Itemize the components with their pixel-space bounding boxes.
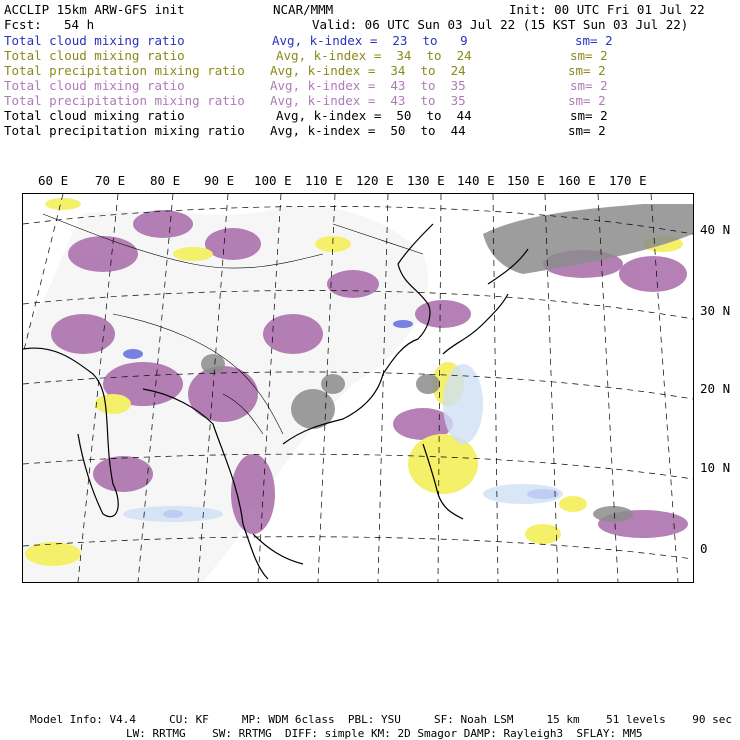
latitude-label: 20 N <box>700 381 731 396</box>
valid-time: Valid: 06 UTC Sun 03 Jul 22 (15 KST Sun 03 Jul 22) <box>312 17 689 32</box>
org-label: NCAR/MMM <box>273 2 334 17</box>
legend-field-avg: Avg, k-index = 50 to 44 <box>270 123 466 138</box>
legend-field-name: Total precipitation mixing ratio <box>4 63 245 78</box>
init-time: Init: 00 UTC Fri 01 Jul 22 <box>509 2 705 17</box>
legend-field-sm: sm= 2 <box>568 63 606 78</box>
fcst-value: 54 h <box>64 17 95 32</box>
legend-field-name: Total cloud mixing ratio <box>4 108 185 123</box>
legend-field-name: Total precipitation mixing ratio <box>4 93 245 108</box>
legend-field-avg: Avg, k-index = 34 to 24 <box>276 48 472 63</box>
longitude-label: 80 E <box>150 173 181 188</box>
legend-field-avg: Avg, k-index = 43 to 35 <box>270 93 466 108</box>
model-title: ACCLIP 15km ARW-GFS init <box>4 2 185 17</box>
legend-field-name: Total precipitation mixing ratio <box>4 123 245 138</box>
legend-field-name: Total cloud mixing ratio <box>4 48 185 63</box>
longitude-label: 160 E <box>558 173 596 188</box>
longitude-label: 90 E <box>204 173 235 188</box>
cloud-shading <box>23 198 693 582</box>
legend-field-sm: sm= 2 <box>570 108 608 123</box>
longitude-label: 110 E <box>305 173 343 188</box>
legend-field-avg: Avg, k-index = 34 to 24 <box>270 63 466 78</box>
model-info-line2: LW: RRTMG SW: RRTMG DIFF: simple KM: 2D Smagor DAMP: Rayleigh3 SFLAY: MM5 <box>126 727 643 740</box>
legend-field-sm: sm= 2 <box>570 78 608 93</box>
latitude-label: 0 <box>700 541 708 556</box>
longitude-label: 140 E <box>457 173 495 188</box>
longitude-label: 170 E <box>609 173 647 188</box>
longitude-label: 70 E <box>95 173 126 188</box>
legend-field-sm: sm= 2 <box>568 93 606 108</box>
map-panel <box>22 193 694 583</box>
legend-field-sm: sm= 2 <box>575 33 613 48</box>
map-svg <box>23 194 693 582</box>
model-info-line1: Model Info: V4.4 CU: KF MP: WDM 6class PBL: YSU SF: Noah LSM 15 km 51 levels 90 sec <box>30 713 732 726</box>
legend-field-avg: Avg, k-index = 23 to 9 <box>272 33 468 48</box>
legend-field-name: Total cloud mixing ratio <box>4 78 185 93</box>
longitude-label: 120 E <box>356 173 394 188</box>
legend-field-avg: Avg, k-index = 50 to 44 <box>276 108 472 123</box>
legend-field-sm: sm= 2 <box>568 123 606 138</box>
longitude-label: 100 E <box>254 173 292 188</box>
longitude-label: 130 E <box>407 173 445 188</box>
latitude-label: 30 N <box>700 303 731 318</box>
longitude-label: 60 E <box>38 173 69 188</box>
legend-field-name: Total cloud mixing ratio <box>4 33 185 48</box>
longitude-label: 150 E <box>507 173 545 188</box>
latitude-label: 40 N <box>700 222 731 237</box>
fcst-label: Fcst: <box>4 17 42 32</box>
legend-field-avg: Avg, k-index = 43 to 35 <box>270 78 466 93</box>
legend-field-sm: sm= 2 <box>570 48 608 63</box>
latitude-label: 10 N <box>700 460 731 475</box>
